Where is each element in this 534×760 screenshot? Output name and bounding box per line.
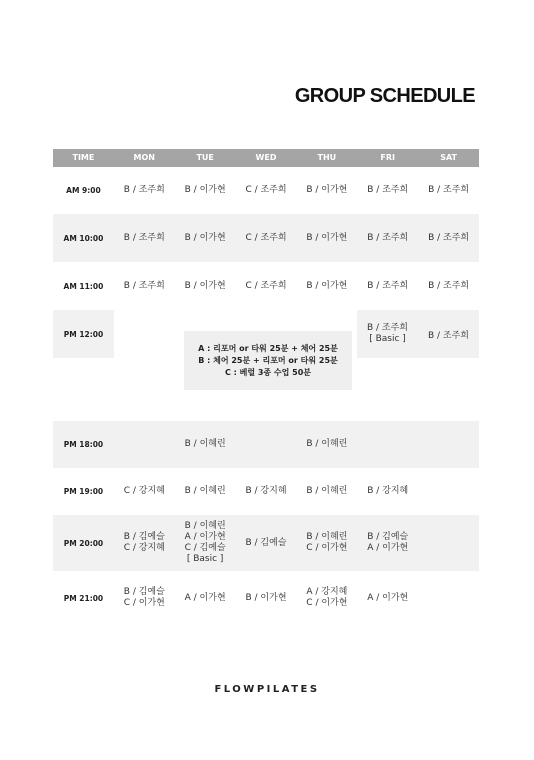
schedule-row [53,515,479,571]
legend-item-b: B : 체어 25분 + 리포머 or 타워 25분 [198,355,338,365]
class-cell-fri: B / 강지혜 [367,486,409,496]
class-cell-fri: A / 이가현 [367,592,409,603]
class-cell-tue: B / 이혜린 [184,486,226,496]
class-cell-tue: B / 이혜린 A / 이가현 C / 김예슬 [ Basic ] [184,521,226,564]
time-cell: AM 9:00 [66,186,101,195]
class-cell-mon: B / 조주희 [123,185,165,195]
class-cell-fri: B / 조주희 [367,232,409,243]
class-cell-thu: A / 강지혜 C / 이가현 [306,587,348,608]
page-title: GROUP SCHEDULE [294,85,475,107]
column-header-thu: THU [317,153,337,162]
column-header-time: TIME [72,153,95,162]
time-cell: AM 11:00 [63,281,104,291]
schedule-row [53,468,479,515]
class-cell-fri-lunch: B / 조주희 [ Basic ] [357,310,418,358]
class-cell-wed: C / 조주희 [245,280,287,291]
column-header-fri: FRI [380,153,396,162]
class-cell-fri: B / 김예슬 A / 이가현 [367,532,409,553]
class-cell-thu: B / 이가현 [306,280,348,291]
column-header-sat: SAT [440,153,457,162]
class-cell-wed: B / 김예슬 [245,537,287,548]
time-cell: PM 18:00 [63,440,104,449]
time-cell: PM 19:00 [63,487,104,496]
class-type-legend [184,331,352,390]
legend-item-c: C : 베럴 3종 수업 50분 [224,367,312,377]
column-header-wed: WED [255,153,277,162]
class-cell-tue: B / 이혜린 [184,439,226,449]
class-cell-mon: B / 김예슬 C / 이가현 [123,587,165,608]
class-cell-thu: B / 이혜린 C / 이가현 [306,532,348,553]
class-cell-tue: B / 이가현 [184,232,226,243]
schedule-header [53,149,479,167]
class-cell-wed: C / 조주희 [245,185,287,195]
schedule-row [53,575,479,621]
class-cell-mon: B / 조주희 [123,232,165,243]
class-cell-mon: C / 강지혜 [123,486,165,496]
schedule-row [53,167,479,214]
class-cell-sat: B / 조주희 [428,280,470,291]
time-cell: PM 20:00 [63,538,104,548]
class-cell-tue: B / 이가현 [184,280,226,291]
class-cell-thu: B / 이가현 [306,232,348,243]
class-cell-sat-lunch: B / 조주희 [418,310,479,358]
class-cell-wed: B / 강지혜 [245,486,287,496]
legend-item-a: A : 리포머 or 타워 25분 + 체어 25분 [198,343,338,353]
column-header-mon: MON [133,153,156,162]
class-cell-mon: B / 김예슬 C / 강지혜 [123,532,165,553]
schedule-row [53,262,479,310]
schedule-row [53,214,479,262]
class-cell-tue: A / 이가현 [184,592,226,603]
brand-footer: FLOWPILATES [214,684,320,695]
time-cell: PM 21:00 [63,593,104,603]
class-cell-thu: B / 이혜린 [306,486,348,496]
time-cell: AM 10:00 [63,233,104,243]
class-cell-fri: B / 조주희 [367,280,409,291]
schedule-row [53,421,479,468]
class-cell-mon: B / 조주희 [123,280,165,291]
class-cell-thu: B / 이혜린 [306,439,348,449]
class-cell-sat: B / 조주희 [428,185,470,195]
class-cell-wed: B / 이가현 [245,592,287,603]
class-cell-thu: B / 이가현 [306,185,348,195]
time-cell-lunch: PM 12:00 [53,310,114,358]
class-cell-wed: C / 조주희 [245,232,287,243]
column-header-tue: TUE [196,153,214,162]
class-cell-fri: B / 조주희 [367,185,409,195]
class-cell-tue: B / 이가현 [184,185,226,195]
class-cell-sat: B / 조주희 [428,232,470,243]
